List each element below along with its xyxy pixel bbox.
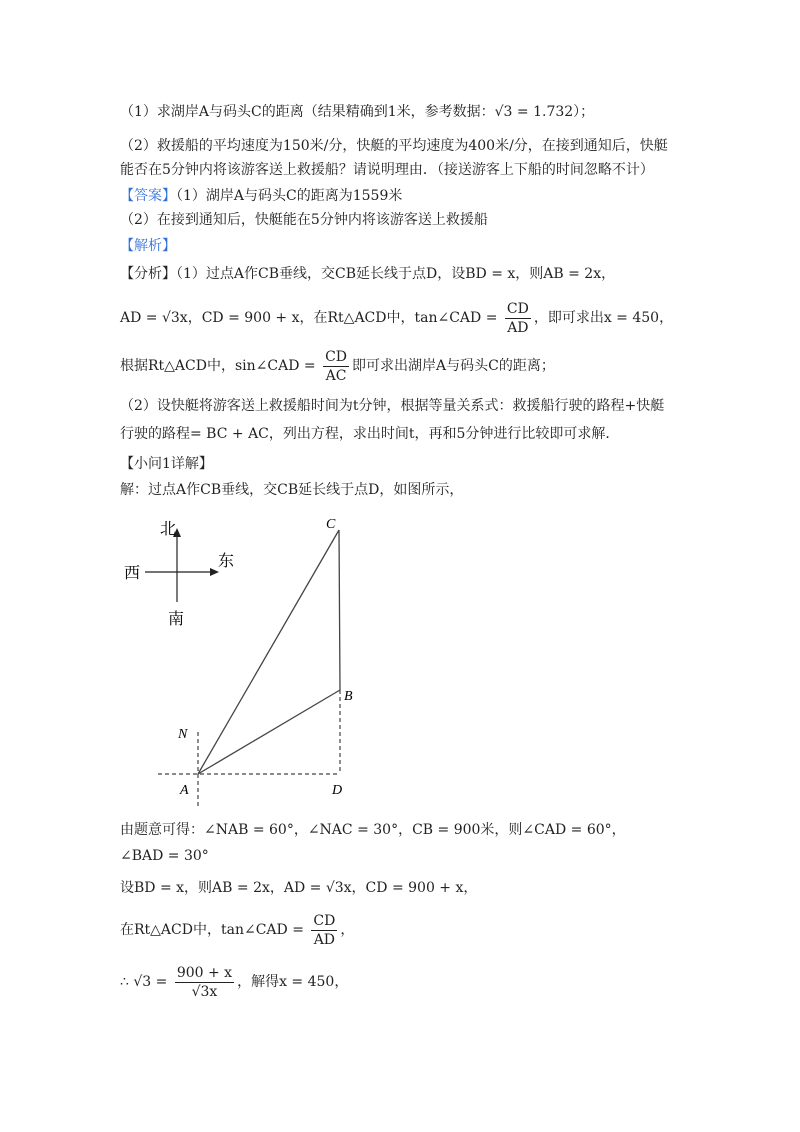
segment-ab [198,690,340,774]
denominator: AC [325,367,347,384]
fenxi-3b: 即可求出湖岸A与码头C的距离； [352,358,555,374]
in-rt-b: ， [340,922,355,938]
denominator: AD [507,319,529,336]
fraction-900x-sqrt3x [175,964,234,1001]
east-label: 东 [218,553,235,570]
answer-label: 【答案】 [120,188,176,204]
fraction-cd-ac [323,348,349,385]
point-d-label: D [332,783,343,798]
therefore-a: ∴ √3 = [120,974,168,990]
set-line: 设BD = x，则AB = 2x，AD = √3x，CD = 900 + x， [120,880,478,896]
fenxi-line-5: 行驶的路程= BC + AC，列出方程，求出时间t，再和5分钟进行比较即可求解． [120,426,620,442]
denominator: AD [313,931,336,948]
north-label: 北 [160,521,177,538]
point-c-label: C [326,517,336,532]
given-line-2: ∠BAD = 30° [120,848,209,864]
numerator: CD [313,912,336,929]
therefore-line [120,960,348,1004]
answer-line-1 [120,186,402,206]
in-rt-line [120,908,354,952]
point-n-label: N [178,727,188,742]
xiaowen-1: 【小问1详解】 [120,456,213,472]
west-label: 西 [124,565,141,582]
numerator: CD [325,348,348,365]
given-line-1: 由题意可得：∠NAB = 60°，∠NAC = 30°，CB = 900米，则∠CAD = 60°， [120,822,626,838]
fenxi-line-1: 【分析】（1）过点A作CB垂线，交CB延长线于点D，设BD = x，则AB = 2x， [120,266,616,282]
analysis-label: 【解析】 [120,238,176,254]
fraction-cd-ad [505,300,531,337]
question-1: （1）求湖岸A与码头C的距离（结果精确到1米，参考数据：√3 = 1.732）； [120,104,595,120]
south-label: 南 [168,611,185,628]
therefore-b: ，解得x = 450， [237,974,349,990]
fenxi-2a: AD = √3x，CD = 900 + x，在Rt△ACD中，tan∠CAD = [120,310,498,326]
solution-intro: 解：过点A作CB垂线，交CB延长线于点D，如图所示， [120,482,464,498]
denominator: √3x [191,983,218,1000]
geometry-diagram [120,512,420,812]
segment-cb [339,530,340,690]
fenxi-3a: 根据Rt△ACD中，sin∠CAD = [120,358,316,374]
fenxi-line-3 [120,344,555,388]
question-2-line-2: 能否在5分钟内将该游客送上救援船？请说明理由．（接送游客上下船的时间忽略不计） [120,162,654,178]
answer-2: （2）在接到通知后，快艇能在5分钟内将该游客送上救援船 [120,212,488,228]
fenxi-line-4: （2）设快艇将游客送上救援船时间为t分钟，根据等量关系式：救援船行驶的路程+快艇 [120,398,665,414]
fenxi-line-2 [120,296,673,340]
point-b-label: B [344,689,353,704]
numerator: 900 + x [176,964,233,981]
fenxi-2b: ，即可求出x = 450， [533,310,674,326]
fraction-cd-ad-2 [311,912,337,949]
in-rt-a: 在Rt△ACD中，tan∠CAD = [120,922,304,938]
numerator: CD [506,300,529,317]
point-a-label: A [180,783,189,798]
question-2-line-1: （2）救援船的平均速度为150米/分，快艇的平均速度为400米/分，在接到通知后，快艇 [120,138,668,154]
answer-1: （1）湖岸A与码头C的距离为1559米 [176,188,403,204]
